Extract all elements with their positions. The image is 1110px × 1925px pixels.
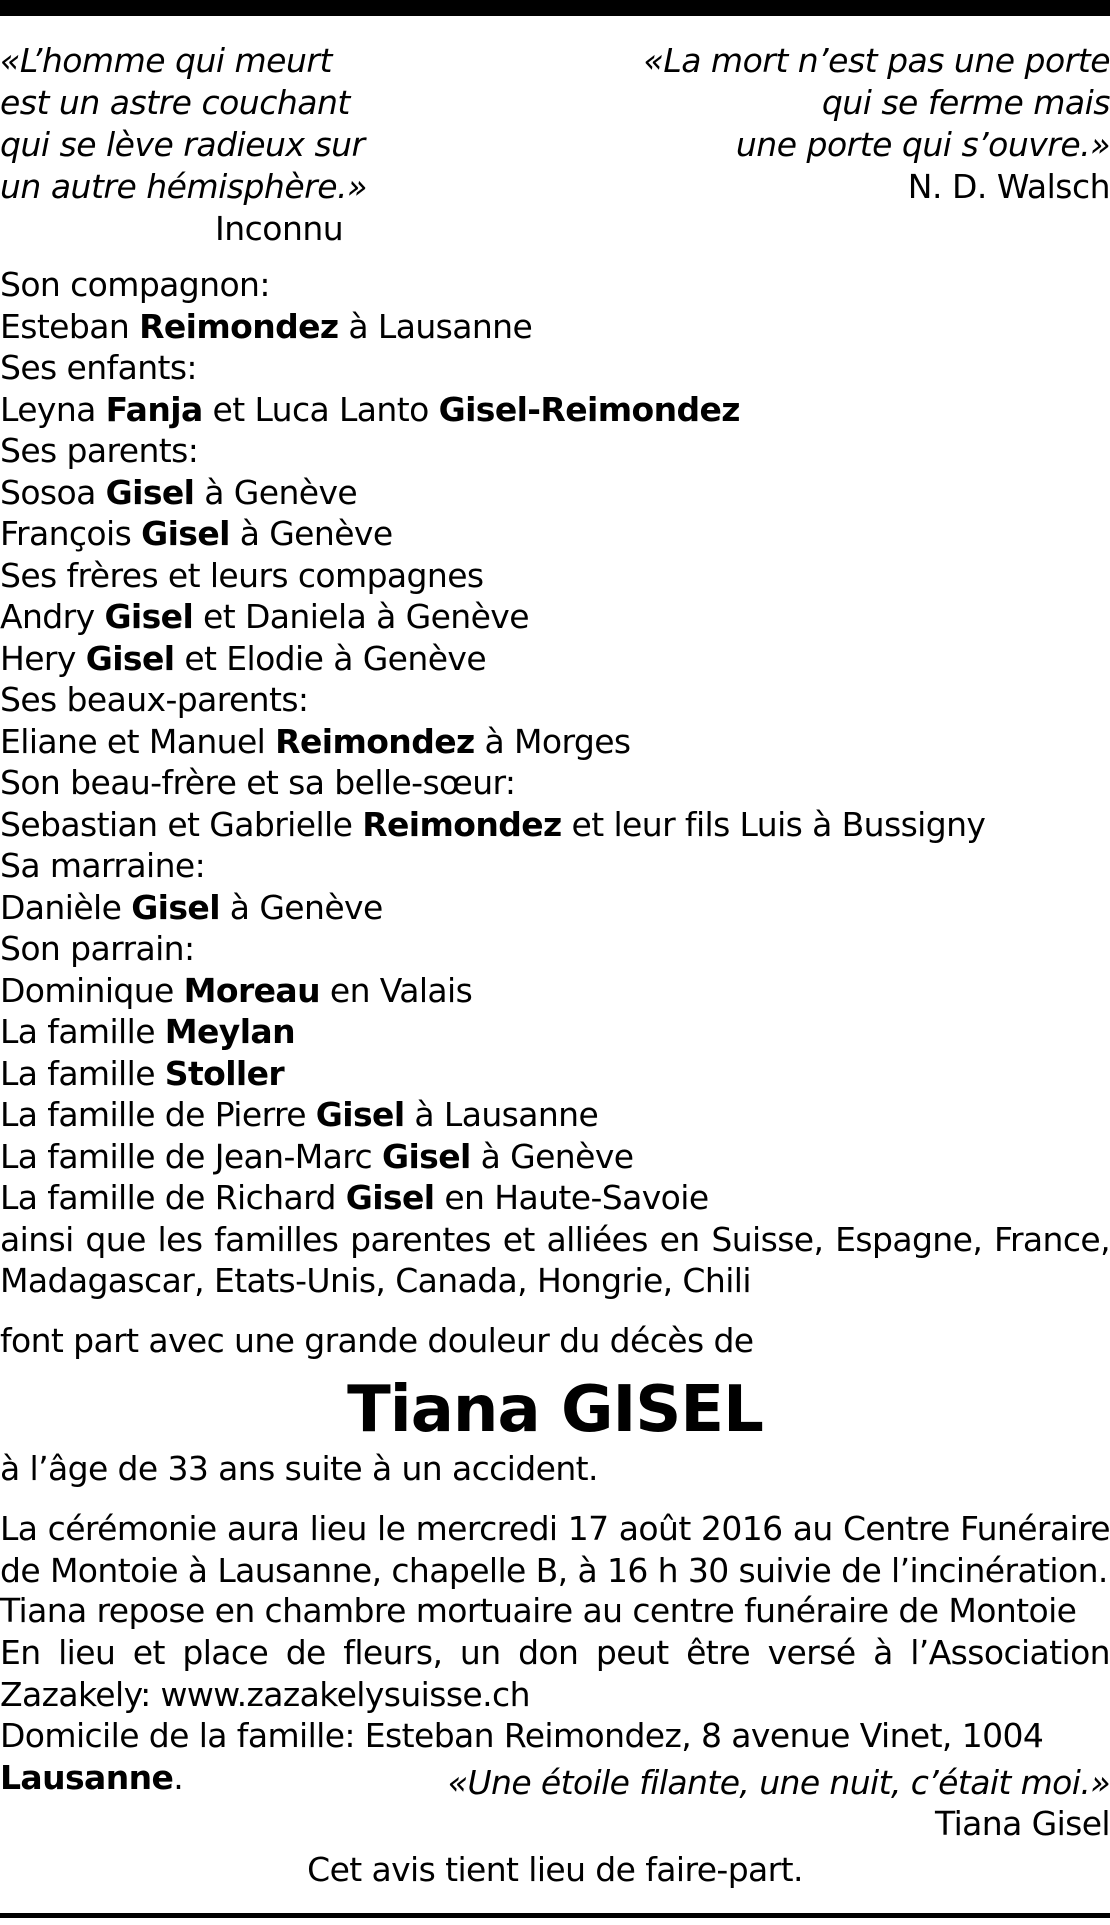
family-member: Esteban Reimondez à Lausanne — [0, 306, 533, 346]
donation-info: En lieu et place de fleurs, un don peut être versé à l’Association Zazakely: www.zazakelysuisse.ch — [0, 1633, 1110, 1714]
family-heading: Son compagnon: — [0, 265, 270, 304]
family-heading: Ses enfants: — [0, 348, 197, 387]
quote-left-line: qui se lève radieux sur — [0, 125, 365, 164]
family-member: Eliane et Manuel Reimondez à Morges — [0, 721, 631, 761]
ceremony-info: La cérémonie aura lieu le mercredi 17 août 2016 au Centre Funéraire de Montoie à Lausanne, chapelle B, à 16 h 30 suivie de l’incinération. — [0, 1509, 1110, 1590]
family-member: Danièle Gisel à Genève — [0, 887, 383, 927]
announcement: font part avec une grande douleur du décès de — [0, 1321, 754, 1360]
family-list — [0, 264, 1110, 1302]
family-member: François Gisel à Genève — [0, 514, 393, 553]
family-member: La famille Meylan — [0, 1012, 295, 1051]
family-member: Andry Gisel et Daniela à Genève — [0, 597, 529, 636]
footer-note: Cet avis tient lieu de faire-part. — [307, 1850, 803, 1889]
quote-left-line: est un astre couchant — [0, 83, 350, 122]
quote-left-line: «L’homme qui meurt — [0, 41, 332, 80]
family-member: Sosoa Gisel à Genève — [0, 472, 358, 512]
quote-right-line: une porte qui s’ouvre.» — [735, 125, 1110, 164]
closing-quote-text: «Une étoile filante, une nuit, c’était moi.» — [447, 1763, 1110, 1802]
family-member: Dominique Moreau en Valais — [0, 970, 473, 1010]
quote-right-author: N. D. Walsch — [907, 167, 1110, 206]
quote-right-line: «La mort n’est pas une porte — [643, 41, 1110, 80]
family-heading: Son parrain: — [0, 929, 195, 968]
quote-left-author: Inconnu — [215, 209, 344, 248]
family-member: Sebastian et Gabrielle Reimondez et leur fils Luis à Bussigny — [0, 804, 986, 844]
family-heading: Sa marraine: — [0, 846, 206, 885]
family-member: Hery Gisel et Elodie à Genève — [0, 638, 487, 678]
family-heading: Ses parents: — [0, 431, 199, 470]
family-member: La famille de Pierre Gisel à Lausanne — [0, 1095, 599, 1134]
family-heading: Ses frères et leurs compagnes — [0, 555, 484, 595]
family-member: La famille Stoller — [0, 1053, 285, 1093]
family-heading: Ses beaux-parents: — [0, 680, 309, 719]
deceased-name: Tiana GISEL — [347, 1373, 763, 1447]
quote-right-line: qui se ferme mais — [821, 83, 1110, 122]
family-member: Leyna Fanja et Luca Lanto Gisel-Reimondez — [0, 389, 740, 429]
bottom-rule — [0, 1913, 1110, 1918]
quote-left-line: un autre hémisphère.» — [0, 167, 367, 206]
top-rule — [0, 0, 1110, 16]
age-line: à l’âge de 33 ans suite à un accident. — [0, 1449, 598, 1488]
allied-families: ainsi que les familles parentes et alliées en Suisse, Espagne, France, Madagascar, Etats-Unis, Canada, Hongrie, Chili — [0, 1219, 1110, 1300]
family-member: La famille de Richard Gisel en Haute-Savoie — [0, 1178, 709, 1217]
family-member: La famille de Jean-Marc Gisel à Genève — [0, 1136, 634, 1176]
closing-quote-author: Tiana Gisel — [935, 1804, 1110, 1843]
family-domicile: Domicile de la famille: Esteban Reimondez, 8 avenue Vinet, 1004 Lausanne. — [0, 1716, 1044, 1797]
quote-left — [0, 40, 367, 250]
closing-quote — [0, 1762, 1110, 1844]
quote-right — [643, 40, 1110, 208]
repose-info: Tiana repose en chambre mortuaire au centre funéraire de Montoie — [0, 1591, 1077, 1630]
family-heading: Son beau-frère et sa belle-sœur: — [0, 763, 516, 802]
